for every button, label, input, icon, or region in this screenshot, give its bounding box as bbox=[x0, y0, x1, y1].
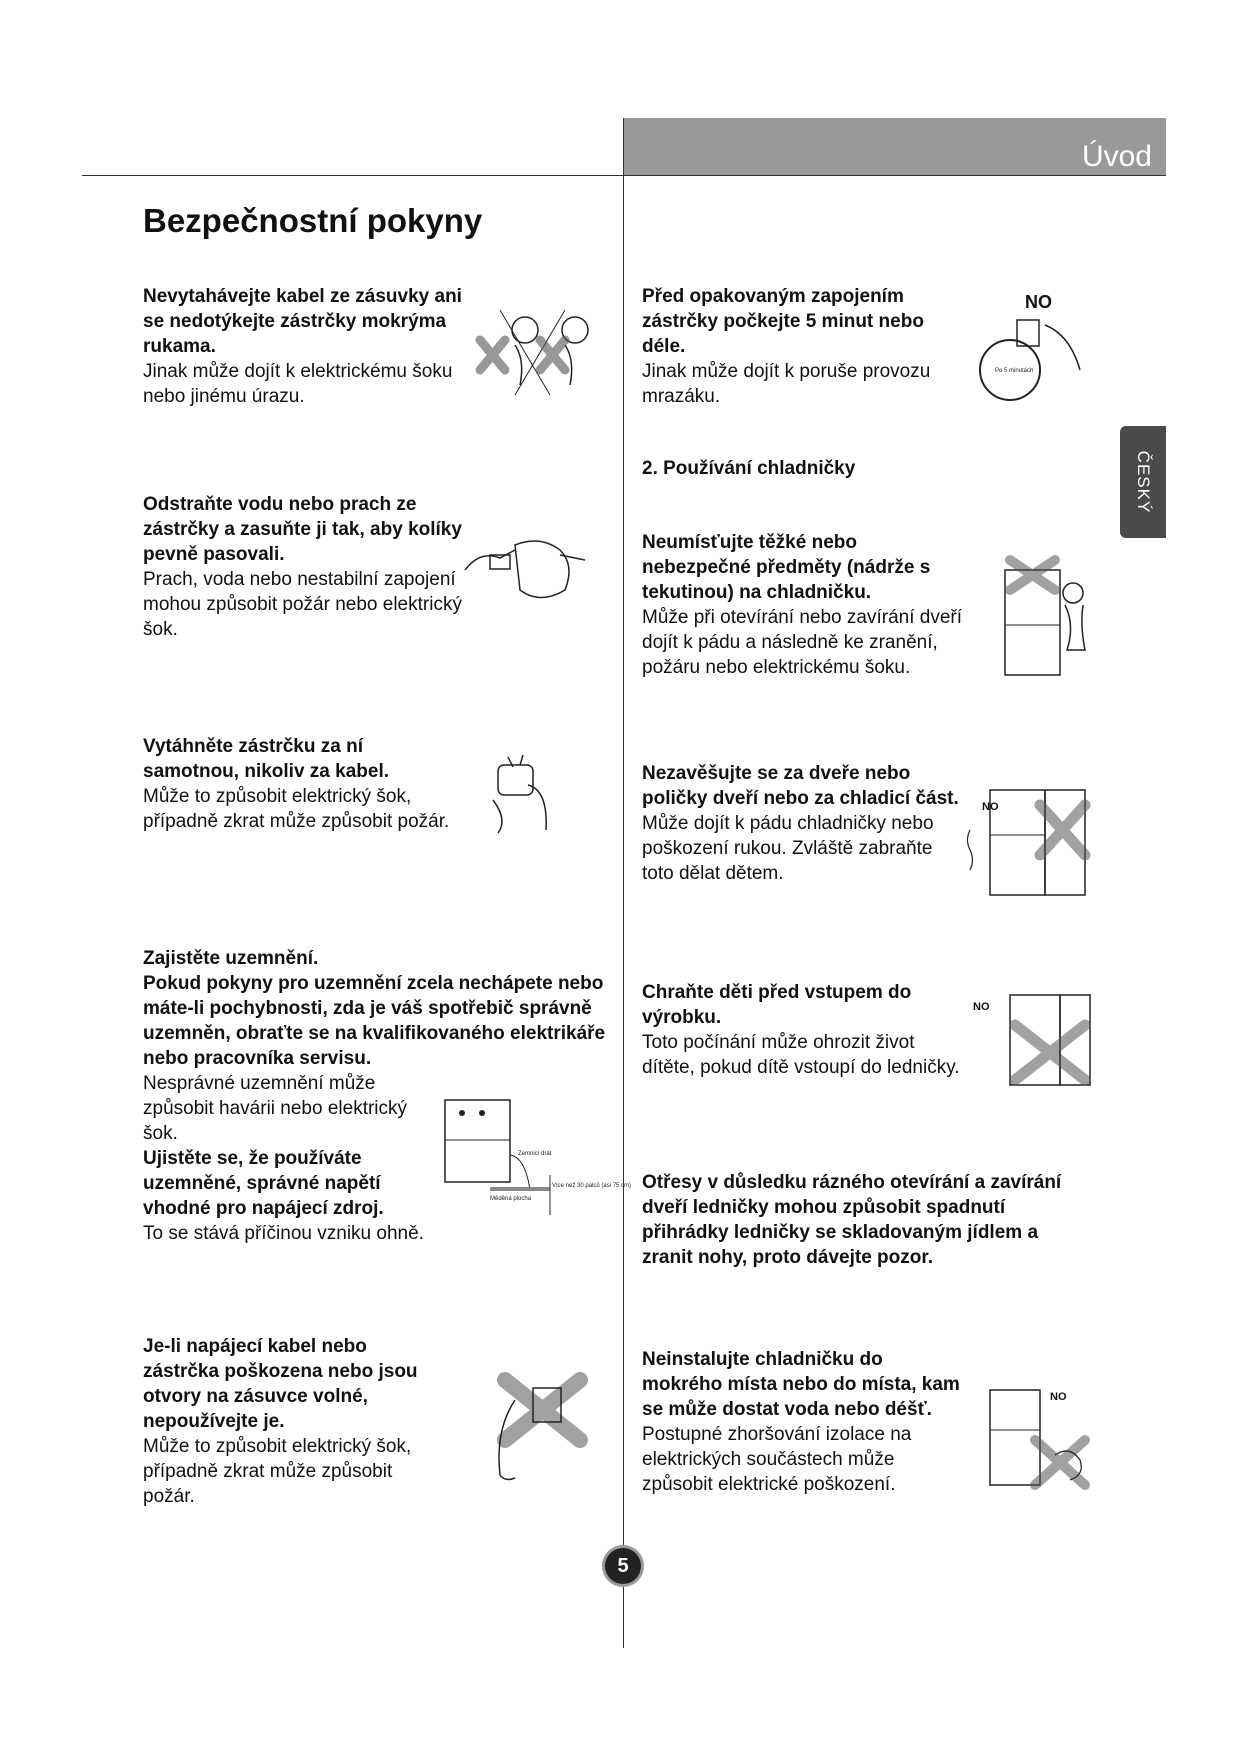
language-tab-label: ČESKÝ bbox=[1134, 450, 1153, 514]
page-title: Bezpečnostní pokyny bbox=[143, 202, 483, 239]
warning-heading: Nezavěšujte se za dveře nebo poličky dveří nebo za chladicí část. bbox=[642, 763, 959, 809]
warning-block-shelf-falling bbox=[642, 1170, 1082, 1270]
no-badge: NO bbox=[1025, 292, 1052, 312]
ground-wire-label: Zemnicí drát bbox=[518, 1151, 552, 1157]
grounding-diagram bbox=[440, 1095, 632, 1215]
warning-heading: Chraňte děti před vstupem do výrobku. bbox=[642, 982, 912, 1028]
warning-heading: Vytáhněte zástrčku za ní samotnou, nikoliv za kabel. bbox=[143, 736, 390, 782]
wet-hands-illustration bbox=[470, 300, 610, 400]
wet-location-illustration bbox=[975, 1375, 1095, 1490]
warning-text: Může dojít k pádu chladničky nebo poškození rukou. Zvláště zabraňte toto dělat dětem. bbox=[642, 813, 934, 884]
wait-clock-illustration bbox=[975, 290, 1090, 405]
warning-block-wet-location bbox=[642, 1347, 962, 1497]
section-heading-refrigerator-use: 2. Používání chladničky bbox=[642, 458, 856, 479]
no-badge: NO bbox=[982, 801, 999, 813]
damaged-cable-illustration bbox=[485, 1370, 590, 1485]
children-inside-illustration bbox=[965, 985, 1095, 1090]
warning-heading: Je-li napájecí kabel nebo zástrčka poškozena nebo jsou otvory na zásuvce volné, nepoužívejte je. bbox=[143, 1336, 418, 1432]
warning-text: Může to způsobit elektrický šok, případně zkrat může způsobit požár. bbox=[143, 1436, 412, 1507]
warning-text: Toto počínání může ohrozit život dítěte, pokud dítě vstoupí do ledničky. bbox=[642, 1032, 960, 1078]
warning-subheading: Pokud pokyny pro uzemnění zcela nechápete nebo máte-li pochybnosti, zda je váš spotřebič správně uzemněn, obraťte se na kvalifikovaného elektrikáře nebo pracovníka servisu. bbox=[143, 973, 606, 1069]
warning-block-dust bbox=[143, 492, 463, 642]
warning-text: Může to způsobit elektrický šok, případně zkrat může způsobit požár. bbox=[143, 786, 450, 832]
hanging-doors-illustration bbox=[960, 780, 1100, 900]
heavy-objects-illustration bbox=[995, 555, 1095, 680]
language-tab bbox=[1120, 426, 1166, 538]
page-number: 5 bbox=[605, 1548, 641, 1584]
depth-label: Více než 30 palců (asi 75 cm) bbox=[552, 1183, 632, 1189]
plate-label: Měděná plocha bbox=[490, 1196, 532, 1202]
warning-block-damaged-cable bbox=[143, 1334, 443, 1509]
no-badge: NO bbox=[973, 1001, 990, 1013]
no-badge: NO bbox=[1050, 1391, 1067, 1403]
warning-heading: Neumísťujte těžké nebo nebezpečné předměty (nádrže s tekutinou) na chladničku. bbox=[642, 532, 931, 603]
warning-heading: Před opakovaným zapojením zástrčky počkejte 5 minut nebo déle. bbox=[642, 286, 924, 357]
warning-text: Jinak může dojít k elektrickému šoku nebo jinému úrazu. bbox=[143, 361, 453, 407]
warning-text: Postupné zhoršování izolace na elektrických součástech může způsobit elektrické poškození. bbox=[642, 1424, 912, 1495]
warning-heading: Zajistěte uzemnění. bbox=[143, 948, 319, 969]
warning-text-fire: To se stává příčinou vzniku ohně. bbox=[143, 1223, 424, 1244]
header-rule bbox=[82, 175, 1166, 176]
warning-block-wet-hands bbox=[143, 284, 463, 409]
warning-text: Nesprávné uzemnění může způsobit havárii nebo elektrický šok. bbox=[143, 1073, 408, 1144]
pull-plug-illustration bbox=[488, 745, 568, 835]
warning-text: Může při otevírání nebo zavírání dveří dojít k pádu a následně ke zranění, požáru nebo elektrickému šoku. bbox=[642, 607, 962, 678]
warning-heading-voltage: Ujistěte se, že používáte uzemněné, správné napětí vhodné pro napájecí zdroj. bbox=[143, 1148, 384, 1219]
warning-block-hanging-doors bbox=[642, 761, 962, 886]
warning-block-children bbox=[642, 980, 962, 1080]
warning-heading: Odstraňte vodu nebo prach ze zástrčky a zasuňte ji tak, aby kolíky pevně pasovali. bbox=[143, 494, 462, 565]
column-divider bbox=[623, 118, 624, 1648]
warning-block-pull-plug bbox=[143, 734, 463, 834]
wipe-plug-illustration bbox=[460, 530, 590, 610]
warning-block-wait-5-minutes bbox=[642, 284, 952, 409]
clock-label: Po 5 minutách bbox=[995, 368, 1034, 374]
warning-text: Jinak může dojít k poruše provozu mrazáku. bbox=[642, 361, 931, 407]
warning-block-heavy-objects bbox=[642, 530, 962, 680]
warning-heading: Neinstalujte chladničku do mokrého místa nebo do místa, kam se může dostat voda nebo déšť. bbox=[642, 1349, 960, 1420]
warning-heading: Otřesy v důsledku rázného otevírání a zavírání dveří ledničky mohou způsobit spadnutí přihrádky ledničky se skladovaným jídlem a zranit nohy, proto dávejte pozor. bbox=[642, 1172, 1062, 1268]
section-title: Úvod bbox=[1081, 140, 1152, 173]
warning-text: Prach, voda nebo nestabilní zapojení mohou způsobit požár nebo elektrický šok. bbox=[143, 569, 462, 640]
warning-heading: Nevytahávejte kabel ze zásuvky ani se nedotýkejte zástrčky mokrýma rukama. bbox=[143, 286, 462, 357]
